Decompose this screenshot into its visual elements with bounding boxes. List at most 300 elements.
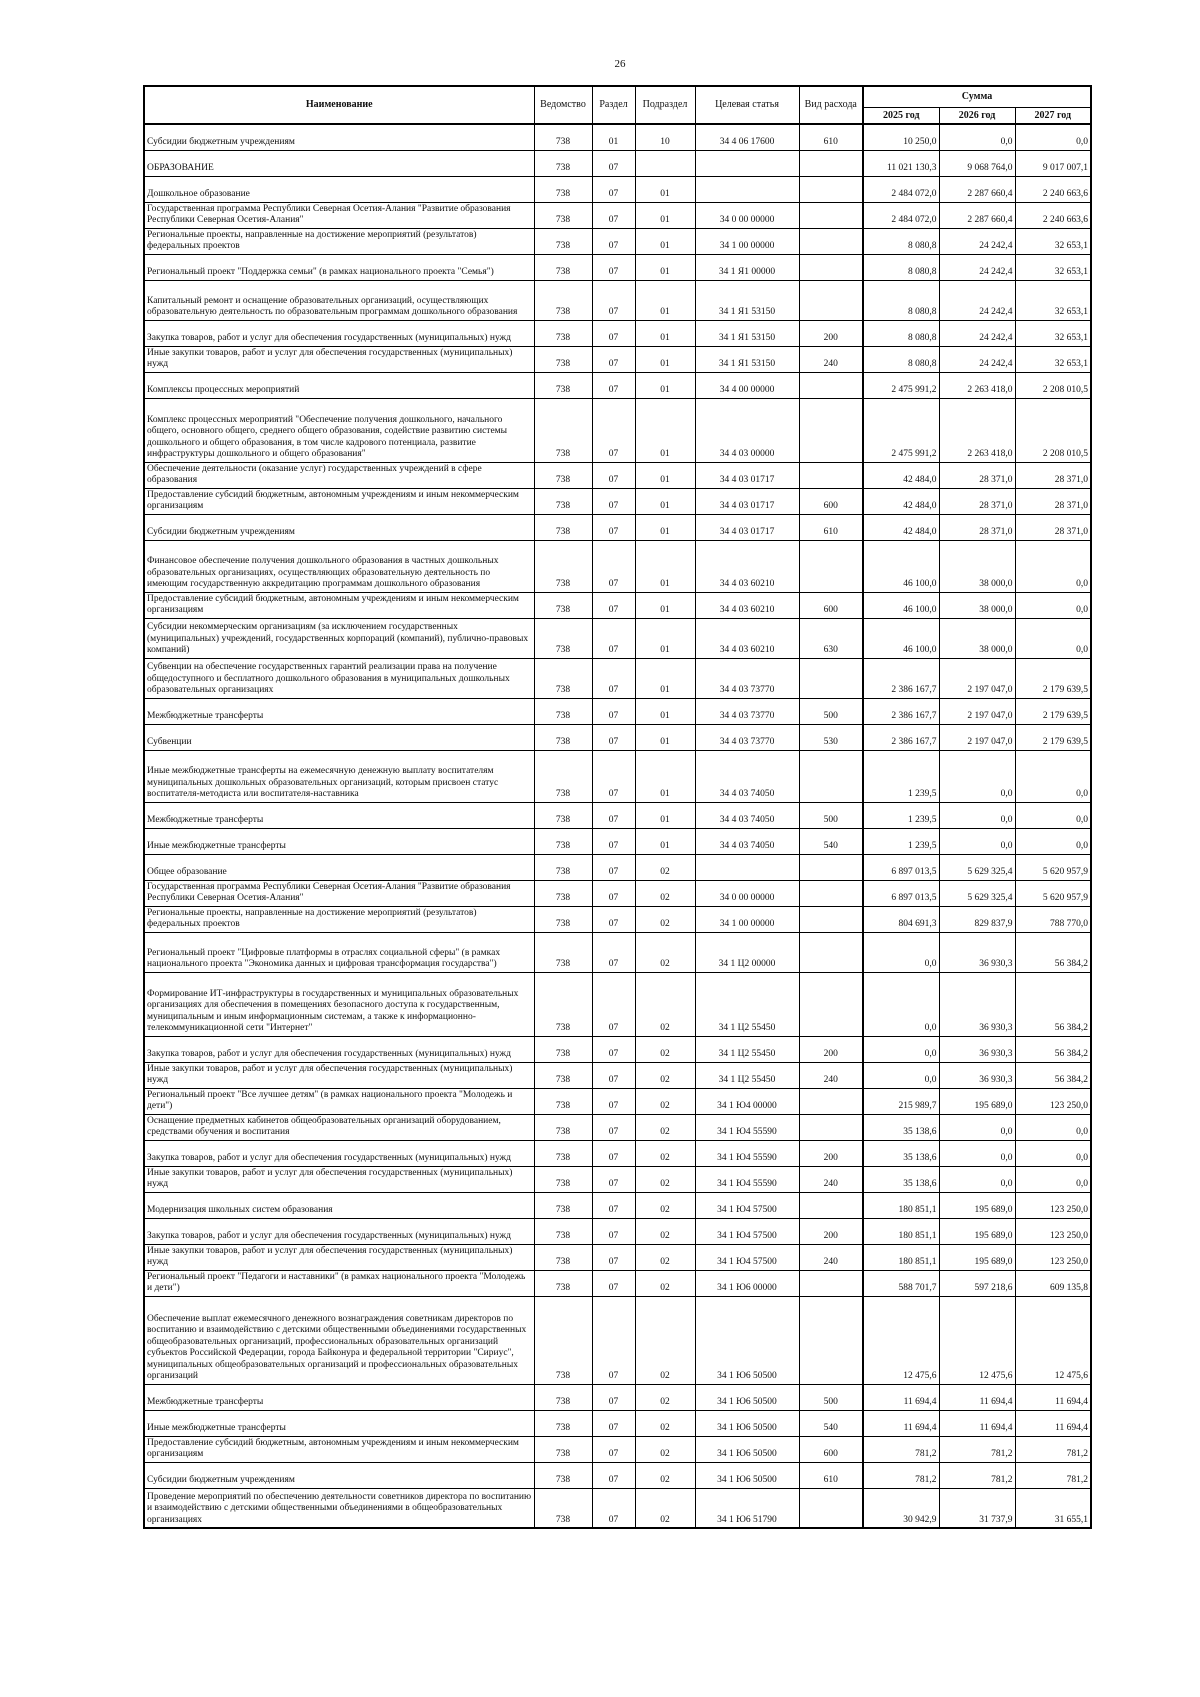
row-sum-2027: 0,0 xyxy=(1015,1114,1091,1140)
row-target: 34 0 00 00000 xyxy=(695,202,799,228)
row-podrazdel: 02 xyxy=(635,1062,695,1088)
row-sum-2026: 28 371,0 xyxy=(939,462,1015,488)
row-sum-2025: 2 475 991,2 xyxy=(863,398,939,462)
row-name: Предоставление субсидий бюджетным, автономным учреждениям и иным некоммерческим организациям xyxy=(144,592,534,618)
row-sum-2025: 0,0 xyxy=(863,1062,939,1088)
row-sum-2025: 8 080,8 xyxy=(863,228,939,254)
row-vid xyxy=(799,1488,863,1528)
row-razdel: 07 xyxy=(592,618,635,658)
row-podrazdel: 02 xyxy=(635,1296,695,1384)
row-podrazdel: 01 xyxy=(635,802,695,828)
row-vedomstvo: 738 xyxy=(534,1462,592,1488)
row-target: 34 1 Ц2 55450 xyxy=(695,972,799,1036)
table-row xyxy=(144,346,1091,372)
row-name: Предоставление субсидий бюджетным, автономным учреждениям и иным некоммерческим организациям xyxy=(144,488,534,514)
table-row xyxy=(144,658,1091,698)
row-target: 34 1 Я1 00000 xyxy=(695,254,799,280)
row-sum-2027: 2 208 010,5 xyxy=(1015,398,1091,462)
table-row xyxy=(144,592,1091,618)
row-vid xyxy=(799,202,863,228)
row-sum-2026: 2 263 418,0 xyxy=(939,372,1015,398)
table-row xyxy=(144,698,1091,724)
row-sum-2026: 781,2 xyxy=(939,1462,1015,1488)
row-vedomstvo: 738 xyxy=(534,202,592,228)
row-name: Субсидии бюджетным учреждениям xyxy=(144,124,534,150)
row-vid xyxy=(799,540,863,592)
row-sum-2025: 12 475,6 xyxy=(863,1296,939,1384)
row-target: 34 4 03 73770 xyxy=(695,658,799,698)
row-vedomstvo: 738 xyxy=(534,1166,592,1192)
row-sum-2027: 32 653,1 xyxy=(1015,228,1091,254)
row-sum-2027: 56 384,2 xyxy=(1015,1062,1091,1088)
row-razdel: 07 xyxy=(592,1384,635,1410)
row-razdel: 07 xyxy=(592,1488,635,1528)
row-sum-2025: 11 021 130,3 xyxy=(863,150,939,176)
row-name: Межбюджетные трансферты xyxy=(144,1384,534,1410)
row-vid xyxy=(799,906,863,932)
row-name: Государственная программа Республики Северная Осетия-Алания "Развитие образования Республики Северная Осетия-Алания" xyxy=(144,880,534,906)
row-razdel: 07 xyxy=(592,1192,635,1218)
row-target: 34 4 03 01717 xyxy=(695,488,799,514)
row-target: 34 1 Ю6 50500 xyxy=(695,1296,799,1384)
row-name: Иные закупки товаров, работ и услуг для обеспечения государственных (муниципальных) нужд xyxy=(144,1166,534,1192)
row-razdel: 07 xyxy=(592,1218,635,1244)
row-vedomstvo: 738 xyxy=(534,488,592,514)
row-vedomstvo: 738 xyxy=(534,1114,592,1140)
table-row xyxy=(144,1036,1091,1062)
row-vid xyxy=(799,228,863,254)
row-razdel: 07 xyxy=(592,1244,635,1270)
row-target: 34 1 Ю4 55590 xyxy=(695,1140,799,1166)
row-vid: 600 xyxy=(799,592,863,618)
row-sum-2026: 0,0 xyxy=(939,750,1015,802)
row-name: Иные межбюджетные трансферты на ежемесячную денежную выплату воспитателям муниципальных дошкольных образовательных организаций, которым присвоен статус воспитателя-методиста или воспитателя-наставника xyxy=(144,750,534,802)
table-row xyxy=(144,750,1091,802)
table-row xyxy=(144,398,1091,462)
row-razdel: 07 xyxy=(592,254,635,280)
row-target: 34 1 Я1 53150 xyxy=(695,280,799,320)
row-sum-2025: 8 080,8 xyxy=(863,346,939,372)
row-vid xyxy=(799,372,863,398)
row-vid xyxy=(799,880,863,906)
row-sum-2027: 28 371,0 xyxy=(1015,462,1091,488)
row-vedomstvo: 738 xyxy=(534,1296,592,1384)
row-vid: 630 xyxy=(799,618,863,658)
row-vedomstvo: 738 xyxy=(534,932,592,972)
row-vid xyxy=(799,1088,863,1114)
row-vid xyxy=(799,462,863,488)
row-podrazdel: 01 xyxy=(635,514,695,540)
row-podrazdel: 10 xyxy=(635,124,695,150)
row-sum-2025: 2 386 167,7 xyxy=(863,724,939,750)
row-sum-2025: 8 080,8 xyxy=(863,280,939,320)
row-target: 34 4 03 01717 xyxy=(695,514,799,540)
row-vedomstvo: 738 xyxy=(534,1140,592,1166)
row-sum-2025: 0,0 xyxy=(863,932,939,972)
row-vid xyxy=(799,150,863,176)
row-vedomstvo: 738 xyxy=(534,1192,592,1218)
row-sum-2027: 11 694,4 xyxy=(1015,1410,1091,1436)
row-podrazdel: 02 xyxy=(635,1218,695,1244)
row-target: 34 4 03 74050 xyxy=(695,750,799,802)
row-podrazdel: 01 xyxy=(635,398,695,462)
row-sum-2027: 2 240 663,6 xyxy=(1015,202,1091,228)
header-vedomstvo: Ведомство xyxy=(534,86,592,124)
row-razdel: 07 xyxy=(592,202,635,228)
row-sum-2025: 8 080,8 xyxy=(863,320,939,346)
row-target: 34 1 00 00000 xyxy=(695,228,799,254)
row-razdel: 07 xyxy=(592,880,635,906)
row-target: 34 1 Ю4 57500 xyxy=(695,1218,799,1244)
table-row xyxy=(144,280,1091,320)
row-target: 34 1 Я1 53150 xyxy=(695,320,799,346)
row-sum-2025: 46 100,0 xyxy=(863,540,939,592)
row-sum-2025: 804 691,3 xyxy=(863,906,939,932)
row-name: Иные закупки товаров, работ и услуг для обеспечения государственных (муниципальных) нужд xyxy=(144,1244,534,1270)
row-name: Проведение мероприятий по обеспечению деятельности советников директора по воспитанию и взаимодействию с детскими общественными объединениями в общеобразовательных организациях xyxy=(144,1488,534,1528)
row-podrazdel: 01 xyxy=(635,228,695,254)
row-target xyxy=(695,176,799,202)
table-row xyxy=(144,1244,1091,1270)
table-row xyxy=(144,1192,1091,1218)
row-sum-2026: 0,0 xyxy=(939,1114,1015,1140)
row-sum-2026: 24 242,4 xyxy=(939,228,1015,254)
row-target: 34 1 Ю6 00000 xyxy=(695,1270,799,1296)
row-vid xyxy=(799,398,863,462)
row-razdel: 07 xyxy=(592,724,635,750)
row-sum-2026: 2 263 418,0 xyxy=(939,398,1015,462)
row-vedomstvo: 738 xyxy=(534,124,592,150)
row-sum-2027: 56 384,2 xyxy=(1015,1036,1091,1062)
row-razdel: 07 xyxy=(592,1270,635,1296)
row-podrazdel: 02 xyxy=(635,1088,695,1114)
table-row xyxy=(144,1088,1091,1114)
row-vid: 240 xyxy=(799,1062,863,1088)
table-row xyxy=(144,1270,1091,1296)
row-name: Государственная программа Республики Северная Осетия-Алания "Развитие образования Республики Северная Осетия-Алания" xyxy=(144,202,534,228)
row-podrazdel: 01 xyxy=(635,176,695,202)
row-sum-2027: 31 655,1 xyxy=(1015,1488,1091,1528)
row-sum-2027: 32 653,1 xyxy=(1015,320,1091,346)
row-name: Региональный проект "Поддержка семьи" (в рамках национального проекта "Семья") xyxy=(144,254,534,280)
row-podrazdel: 02 xyxy=(635,1384,695,1410)
row-sum-2026: 2 197 047,0 xyxy=(939,658,1015,698)
row-sum-2025: 8 080,8 xyxy=(863,254,939,280)
header-razdel: Раздел xyxy=(592,86,635,124)
row-name: Субсидии бюджетным учреждениям xyxy=(144,1462,534,1488)
row-vid: 200 xyxy=(799,1218,863,1244)
row-target: 34 1 Ю6 51790 xyxy=(695,1488,799,1528)
row-razdel: 01 xyxy=(592,124,635,150)
row-sum-2027: 12 475,6 xyxy=(1015,1296,1091,1384)
row-vid xyxy=(799,1114,863,1140)
header-sum: Сумма xyxy=(863,86,1091,107)
row-sum-2025: 6 897 013,5 xyxy=(863,854,939,880)
row-name: Предоставление субсидий бюджетным, автономным учреждениям и иным некоммерческим организациям xyxy=(144,1436,534,1462)
row-name: Иные межбюджетные трансферты xyxy=(144,828,534,854)
table-row xyxy=(144,802,1091,828)
row-name: Иные межбюджетные трансферты xyxy=(144,1410,534,1436)
table-row xyxy=(144,906,1091,932)
table-row xyxy=(144,488,1091,514)
row-razdel: 07 xyxy=(592,280,635,320)
row-target: 34 4 03 73770 xyxy=(695,698,799,724)
row-target: 34 1 Ц2 00000 xyxy=(695,932,799,972)
row-sum-2025: 2 386 167,7 xyxy=(863,698,939,724)
row-podrazdel: 01 xyxy=(635,618,695,658)
row-razdel: 07 xyxy=(592,906,635,932)
row-sum-2027: 32 653,1 xyxy=(1015,254,1091,280)
row-sum-2026: 11 694,4 xyxy=(939,1410,1015,1436)
table-row xyxy=(144,514,1091,540)
row-vid: 240 xyxy=(799,1244,863,1270)
row-target: 34 4 03 00000 xyxy=(695,398,799,462)
row-sum-2027: 0,0 xyxy=(1015,828,1091,854)
row-sum-2027: 0,0 xyxy=(1015,1140,1091,1166)
row-vedomstvo: 738 xyxy=(534,658,592,698)
row-sum-2027: 123 250,0 xyxy=(1015,1192,1091,1218)
table-row xyxy=(144,176,1091,202)
row-razdel: 07 xyxy=(592,592,635,618)
row-target: 34 4 03 60210 xyxy=(695,540,799,592)
row-vedomstvo: 738 xyxy=(534,228,592,254)
row-target: 34 4 00 00000 xyxy=(695,372,799,398)
table-row xyxy=(144,462,1091,488)
row-sum-2026: 36 930,3 xyxy=(939,1036,1015,1062)
row-razdel: 07 xyxy=(592,854,635,880)
row-sum-2026: 11 694,4 xyxy=(939,1384,1015,1410)
row-razdel: 07 xyxy=(592,462,635,488)
row-sum-2026: 2 197 047,0 xyxy=(939,724,1015,750)
row-sum-2025: 781,2 xyxy=(863,1436,939,1462)
row-name: Обеспечение деятельности (оказание услуг) государственных учреждений в сфере образования xyxy=(144,462,534,488)
row-sum-2025: 11 694,4 xyxy=(863,1410,939,1436)
row-sum-2025: 1 239,5 xyxy=(863,802,939,828)
table-row xyxy=(144,254,1091,280)
row-razdel: 07 xyxy=(592,828,635,854)
row-vedomstvo: 738 xyxy=(534,320,592,346)
row-sum-2027: 2 179 639,5 xyxy=(1015,724,1091,750)
row-sum-2027: 56 384,2 xyxy=(1015,932,1091,972)
row-name: Капитальный ремонт и оснащение образовательных организаций, осуществляющих образовательную деятельность по образовательным программам дошкольного образования xyxy=(144,280,534,320)
row-podrazdel: 02 xyxy=(635,1436,695,1462)
row-target: 34 4 06 17600 xyxy=(695,124,799,150)
row-vid xyxy=(799,750,863,802)
row-name: Субвенции xyxy=(144,724,534,750)
row-podrazdel: 02 xyxy=(635,1140,695,1166)
row-target: 34 1 Ц2 55450 xyxy=(695,1062,799,1088)
table-row xyxy=(144,1114,1091,1140)
row-sum-2025: 2 475 991,2 xyxy=(863,372,939,398)
row-vedomstvo: 738 xyxy=(534,698,592,724)
row-podrazdel: 01 xyxy=(635,750,695,802)
table-row xyxy=(144,150,1091,176)
row-sum-2025: 42 484,0 xyxy=(863,488,939,514)
row-name: Закупка товаров, работ и услуг для обеспечения государственных (муниципальных) нужд xyxy=(144,1140,534,1166)
row-podrazdel: 02 xyxy=(635,1036,695,1062)
row-vedomstvo: 738 xyxy=(534,514,592,540)
row-razdel: 07 xyxy=(592,150,635,176)
row-name: Региональные проекты, направленные на достижение мероприятий (результатов) федеральных проектов xyxy=(144,906,534,932)
row-sum-2026: 24 242,4 xyxy=(939,254,1015,280)
row-sum-2027: 5 620 957,9 xyxy=(1015,880,1091,906)
row-target xyxy=(695,854,799,880)
row-razdel: 07 xyxy=(592,1036,635,1062)
row-name: Обеспечение выплат ежемесячного денежного вознаграждения советникам директоров по воспитанию и взаимодействию с детскими общественными объединениями государственных общеобразовательных организаций, профессиональных образовательных организаций субъектов Российской Федерации, города Байконура и федеральной территории "Сириус", муниципальных общеобразовательных организаций и профессиональных образовательных организаций xyxy=(144,1296,534,1384)
row-vedomstvo: 738 xyxy=(534,1436,592,1462)
row-vedomstvo: 738 xyxy=(534,280,592,320)
row-target: 34 4 03 74050 xyxy=(695,802,799,828)
row-vid xyxy=(799,254,863,280)
row-razdel: 07 xyxy=(592,802,635,828)
row-podrazdel: 02 xyxy=(635,1244,695,1270)
row-vid xyxy=(799,972,863,1036)
row-sum-2027: 123 250,0 xyxy=(1015,1088,1091,1114)
row-sum-2027: 609 135,8 xyxy=(1015,1270,1091,1296)
table-row xyxy=(144,124,1091,150)
row-razdel: 07 xyxy=(592,698,635,724)
row-sum-2027: 0,0 xyxy=(1015,750,1091,802)
row-podrazdel: 01 xyxy=(635,698,695,724)
row-sum-2025: 180 851,1 xyxy=(863,1244,939,1270)
row-sum-2026: 2 197 047,0 xyxy=(939,698,1015,724)
row-name: Региональные проекты, направленные на достижение мероприятий (результатов) федеральных проектов xyxy=(144,228,534,254)
row-sum-2027: 781,2 xyxy=(1015,1462,1091,1488)
row-sum-2026: 0,0 xyxy=(939,802,1015,828)
row-sum-2025: 180 851,1 xyxy=(863,1192,939,1218)
row-podrazdel: 02 xyxy=(635,854,695,880)
row-razdel: 07 xyxy=(592,398,635,462)
row-razdel: 07 xyxy=(592,346,635,372)
row-razdel: 07 xyxy=(592,514,635,540)
row-target xyxy=(695,150,799,176)
row-sum-2025: 2 386 167,7 xyxy=(863,658,939,698)
row-sum-2026: 5 629 325,4 xyxy=(939,880,1015,906)
row-podrazdel: 02 xyxy=(635,1462,695,1488)
row-razdel: 07 xyxy=(592,372,635,398)
row-name: ОБРАЗОВАНИЕ xyxy=(144,150,534,176)
row-vedomstvo: 738 xyxy=(534,150,592,176)
row-podrazdel: 02 xyxy=(635,1192,695,1218)
row-sum-2026: 24 242,4 xyxy=(939,320,1015,346)
table-row xyxy=(144,1384,1091,1410)
table-row xyxy=(144,1218,1091,1244)
row-sum-2025: 1 239,5 xyxy=(863,750,939,802)
row-target: 34 4 03 60210 xyxy=(695,618,799,658)
row-vid: 500 xyxy=(799,1384,863,1410)
row-sum-2026: 195 689,0 xyxy=(939,1192,1015,1218)
row-target: 34 1 Ю4 57500 xyxy=(695,1192,799,1218)
row-sum-2025: 1 239,5 xyxy=(863,828,939,854)
row-sum-2027: 32 653,1 xyxy=(1015,346,1091,372)
header-name: Наименование xyxy=(144,86,534,124)
row-sum-2027: 788 770,0 xyxy=(1015,906,1091,932)
row-name: Межбюджетные трансферты xyxy=(144,802,534,828)
row-sum-2025: 35 138,6 xyxy=(863,1114,939,1140)
table-row xyxy=(144,1410,1091,1436)
row-razdel: 07 xyxy=(592,1062,635,1088)
row-name: Межбюджетные трансферты xyxy=(144,698,534,724)
row-sum-2027: 123 250,0 xyxy=(1015,1218,1091,1244)
row-name: Иные закупки товаров, работ и услуг для обеспечения государственных (муниципальных) нужд xyxy=(144,1062,534,1088)
row-vid: 240 xyxy=(799,1166,863,1192)
row-sum-2025: 0,0 xyxy=(863,1036,939,1062)
row-sum-2027: 0,0 xyxy=(1015,1166,1091,1192)
header-vid: Вид расхода xyxy=(799,86,863,124)
row-vid: 600 xyxy=(799,1436,863,1462)
row-razdel: 07 xyxy=(592,658,635,698)
row-target: 34 1 Ю6 50500 xyxy=(695,1436,799,1462)
row-sum-2026: 12 475,6 xyxy=(939,1296,1015,1384)
row-name: Закупка товаров, работ и услуг для обеспечения государственных (муниципальных) нужд xyxy=(144,1218,534,1244)
row-sum-2025: 30 942,9 xyxy=(863,1488,939,1528)
row-sum-2025: 42 484,0 xyxy=(863,514,939,540)
row-target: 34 1 00 00000 xyxy=(695,906,799,932)
row-razdel: 07 xyxy=(592,750,635,802)
row-sum-2027: 28 371,0 xyxy=(1015,488,1091,514)
row-vedomstvo: 738 xyxy=(534,1036,592,1062)
row-vid xyxy=(799,854,863,880)
row-name: Региональный проект "Цифровые платформы в отраслях социальной сферы" (в рамках национального проекта "Экономика данных и цифровая трансформация государства") xyxy=(144,932,534,972)
row-sum-2026: 195 689,0 xyxy=(939,1218,1015,1244)
row-razdel: 07 xyxy=(592,1296,635,1384)
row-sum-2026: 0,0 xyxy=(939,1140,1015,1166)
row-target: 34 4 03 73770 xyxy=(695,724,799,750)
row-razdel: 07 xyxy=(592,228,635,254)
row-podrazdel: 01 xyxy=(635,372,695,398)
row-vedomstvo: 738 xyxy=(534,880,592,906)
row-podrazdel: 01 xyxy=(635,320,695,346)
row-vid xyxy=(799,1296,863,1384)
row-vid: 200 xyxy=(799,1036,863,1062)
row-vedomstvo: 738 xyxy=(534,1218,592,1244)
row-podrazdel: 02 xyxy=(635,1410,695,1436)
table-row xyxy=(144,202,1091,228)
row-razdel: 07 xyxy=(592,1140,635,1166)
table-body xyxy=(144,124,1091,1528)
table-row xyxy=(144,972,1091,1036)
row-target: 34 1 Ю6 50500 xyxy=(695,1410,799,1436)
row-sum-2026: 9 068 764,0 xyxy=(939,150,1015,176)
row-podrazdel: 02 xyxy=(635,1114,695,1140)
row-sum-2025: 6 897 013,5 xyxy=(863,880,939,906)
table-row xyxy=(144,880,1091,906)
row-podrazdel: 01 xyxy=(635,488,695,514)
table-row xyxy=(144,618,1091,658)
row-vedomstvo: 738 xyxy=(534,254,592,280)
table-row xyxy=(144,228,1091,254)
row-podrazdel: 02 xyxy=(635,1270,695,1296)
row-name: Региональный проект "Педагоги и наставники" (в рамках национального проекта "Молодежь и дети") xyxy=(144,1270,534,1296)
row-razdel: 07 xyxy=(592,488,635,514)
row-razdel: 07 xyxy=(592,1166,635,1192)
row-sum-2025: 11 694,4 xyxy=(863,1384,939,1410)
row-sum-2025: 180 851,1 xyxy=(863,1218,939,1244)
row-podrazdel: 01 xyxy=(635,658,695,698)
row-sum-2026: 36 930,3 xyxy=(939,932,1015,972)
row-razdel: 07 xyxy=(592,1410,635,1436)
row-podrazdel: 01 xyxy=(635,280,695,320)
row-razdel: 07 xyxy=(592,320,635,346)
row-vedomstvo: 738 xyxy=(534,1088,592,1114)
row-sum-2026: 5 629 325,4 xyxy=(939,854,1015,880)
row-vedomstvo: 738 xyxy=(534,176,592,202)
table-row xyxy=(144,1296,1091,1384)
row-sum-2027: 0,0 xyxy=(1015,592,1091,618)
row-vedomstvo: 738 xyxy=(534,724,592,750)
row-sum-2027: 11 694,4 xyxy=(1015,1384,1091,1410)
row-vid: 540 xyxy=(799,1410,863,1436)
